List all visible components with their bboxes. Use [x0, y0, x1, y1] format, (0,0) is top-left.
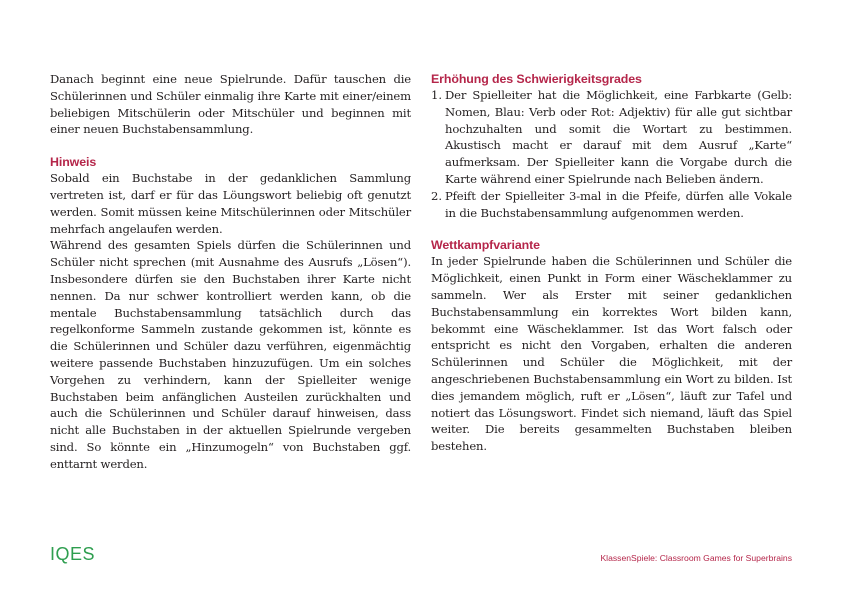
- intro-paragraph: Danach beginnt eine neue Spielrunde. Dafür tauschen die Schülerinnen und Schüler einmalig ihre Karte mit einer/einem beliebigen Mitschülerin oder Mitschüler und beginnen mit einer neuen Buchstabensammlung.: [50, 72, 411, 137]
- hinweis-heading: Hinweis: [50, 155, 97, 170]
- right-column: [431, 71, 792, 455]
- list-item-number: 1.: [431, 88, 443, 102]
- wettkampf-paragraph: In jeder Spielrunde haben die Schülerinnen und Schüler die Möglichkeit, einen Punkt in Form einer Wäscheklammer zu sammeln. Wer als Erster mit seiner gedanklichen Buchstabensammlung ein korrektes Wort bilden kann, bekommt eine Wäscheklammer. Ist das Wort falsch oder entspricht es nicht den Vorgaben, erhalten die anderen Schülerinnen und Schüler die Möglichkeit, mit der angeschriebenen Buchstabensammlung ein Wort zu bilden. Ist dies jemandem möglich, ruft er „Lösen“, läuft zur Tafel und notiert das Lösungswort. Findet sich niemand, läuft das Spiel weiter. Die bereits gesammelten Buchstaben bleiben bestehen.: [431, 254, 792, 454]
- series-title: KlassenSpiele: Classroom Games for Superbrains: [600, 553, 792, 563]
- wettkampf-heading: Wettkampfvariante: [431, 238, 540, 253]
- list-item-text: Der Spielleiter hat die Möglichkeit, eine Farbkarte (Gelb: Nomen, Blau: Verb oder Rot: Adjektiv) für alle gut sichtbar hochzuhalten und somit die Wortart zu bestimmen. Akustisch macht er darauf mit dem Ausruf „Karte“ aufmerksam. Der Spielleiter kann die Vorgabe durch die Karte während einer Spielrunde nach Belieben ändern.: [445, 88, 792, 186]
- hinweis-paragraph-2: Während des gesamten Spiels dürfen die Schülerinnen und Schüler nicht sprechen (mit Ausnahme des Ausrufs „Lösen“). Insbesondere dürfen sie den Buchstaben ihrer Karte nicht nennen. Da nur schwer kontrolliert werden kann, ob die mentale Buchstabensammlung tatsächlich durch das regelkonforme Sammeln zustande gekommen ist, könnte es die Schülerinnen und Schüler dazu verführen, eigenmächtig weitere passende Buchstaben hinzuzufügen. Um ein solches Vorgehen zu verhindern, kann der Spielleiter wenige Buchstaben beim anfänglichen Austeilen zurückhalten und auch die Schülerinnen und Schüler darauf hinweisen, dass nicht alle Buchstaben in der aktuellen Spielrunde vergeben sind. So könnte ein „Hinzumogeln“ von Buchstaben ggf. enttarnt werden.: [50, 238, 411, 471]
- list-item-number: 2.: [431, 188, 443, 203]
- schwierigkeit-heading: Erhöhung des Schwierigkeitsgrades: [431, 72, 642, 86]
- left-column: [50, 71, 411, 473]
- list-item: [431, 188, 792, 222]
- schwierigkeit-list: [431, 87, 792, 221]
- list-item-text: Pfeift der Spielleiter 3-mal in die Pfeife, dürfen alle Vokale in die Buchstabensammlung aufgenommen werden.: [445, 188, 792, 220]
- list-item: [431, 87, 792, 188]
- iqes-logo: IQES: [50, 544, 96, 564]
- hinweis-paragraph-1: Sobald ein Buchstabe in der gedanklichen Sammlung vertreten ist, darf er für das Löungswort beliebig oft genutzt werden. Somit müssen keine Mitschülerinnen oder Mitschüler mehrfach angelaufen werden.: [50, 171, 411, 236]
